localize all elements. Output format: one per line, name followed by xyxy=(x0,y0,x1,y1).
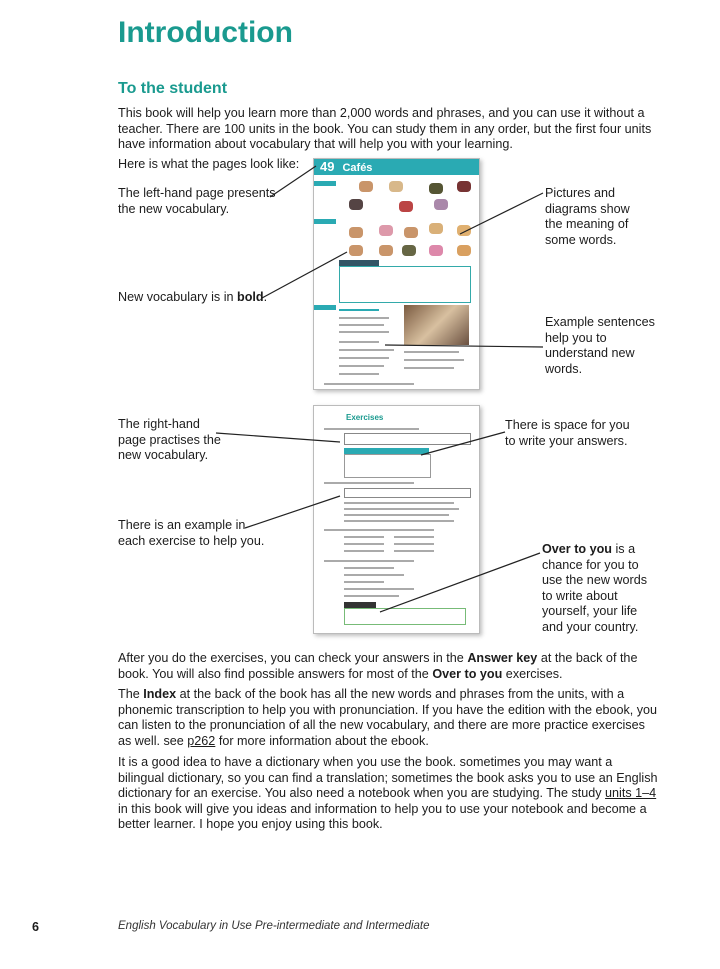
footer-book-title: English Vocabulary in Use Pre-intermediate and Intermediate xyxy=(118,920,430,932)
label-over-to-you: Over to you is a chance for you to use the new words to write about yourself, your life and your country. xyxy=(542,542,648,634)
label-right-page: The right-hand page practises the new vocabulary. xyxy=(118,417,221,463)
label-examples: Example sentences help you to understand new words. xyxy=(545,315,655,376)
intro-paragraph: This book will help you learn more than 2,000 words and phrases, and you can use it without a teacher. There are 100 units in the book. You can study them in any order, but the first four units have information about vocabulary that will help you with your learning. xyxy=(118,106,652,152)
label-left-page: The left-hand page presents the new vocabulary. xyxy=(118,186,276,216)
ebook-page-link[interactable]: p262 xyxy=(187,733,216,748)
dictionary-paragraph: It is a good idea to have a dictionary when you use the book. sometimes you may want a bilingual dictionary, so you can find a translation; sometimes the book asks you to use an English dictionary for an exercise. You also need a notebook when you are studying. The study units 1–4 in this book will give you ideas and information to help you to use your notebook and become a better learner. I hope you enjoy using this book. xyxy=(118,755,658,832)
page-title: Introduction xyxy=(118,16,293,49)
units-link[interactable]: units 1–4 xyxy=(605,786,657,801)
exercises-title: Exercises xyxy=(346,413,384,422)
pages-intro: Here is what the pages look like: xyxy=(118,157,300,171)
label-pictures: Pictures and diagrams show the meaning of some words. xyxy=(545,186,630,247)
label-example: There is an example in each exercise to help you. xyxy=(118,518,265,548)
label-space: There is space for you to write your answers. xyxy=(505,418,630,448)
index-paragraph: The Index at the back of the book has all the new words and phrases from the units, with a phonemic transcription to help you with pronunciation. If you have the edition with the ebook, you can listen to the pronunciation of all the new vocabulary, and there are more practice exercises as well. see p262 for more information about the ebook. xyxy=(118,687,658,748)
answer-key-paragraph: After you do the exercises, you can check your answers in the Answer key at the back of the book. You will also find possible answers for most of the Over to you exercises. xyxy=(118,651,638,681)
label-new-vocabulary: New vocabulary is in bold. xyxy=(118,290,268,304)
unit-header: 49 Cafés xyxy=(314,159,479,175)
page-number: 6 xyxy=(32,920,40,934)
section-heading: To the student xyxy=(118,80,228,97)
